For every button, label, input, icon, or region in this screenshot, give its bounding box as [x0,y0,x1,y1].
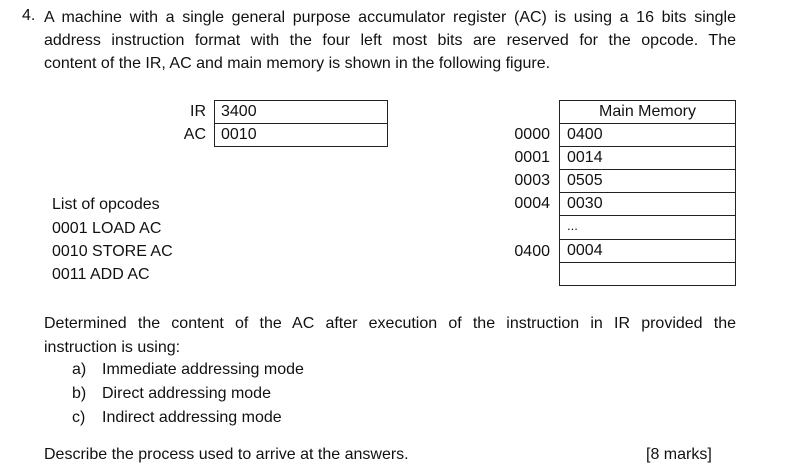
memory-address: 0003 [514,172,550,189]
memory-title: Main Memory [559,100,736,124]
memory-value: 0505 [567,172,603,189]
task-line: Determined the content of the AC after execution of the instruction in IR provided the [44,315,736,332]
ir-label: IR [190,103,206,120]
memory-cell [559,192,736,216]
marks-label: [8 marks] [646,446,712,463]
option-label: b) [72,385,87,402]
option-text: Immediate addressing mode [102,361,304,378]
memory-cell-ellipsis [559,215,736,240]
option-text: Indirect addressing mode [102,409,282,426]
memory-value: 0014 [567,149,603,166]
memory-cell [559,146,736,170]
option-a [72,360,304,380]
intro-line: A machine with a single general purpose accumulator register (AC) is using a 16 bits single [44,9,736,26]
ac-value: 0010 [221,126,257,143]
opcodes-title: List of opcodes [52,196,160,213]
memory-value: ... [567,218,578,233]
intro-line: content of the IR, AC and main memory is shown in the following figure. [44,55,551,72]
memory-address: 0004 [514,195,550,212]
opcode-item: 0001 LOAD AC [52,220,162,237]
memory-value: 0030 [567,195,603,212]
memory-address: 0001 [514,149,550,166]
option-c [72,408,282,428]
memory-cell [559,169,736,193]
option-text: Direct addressing mode [102,385,271,402]
task-line: instruction is using: [44,339,181,356]
memory-cell [559,239,736,263]
task-text [44,312,736,360]
ac-register-box [214,123,388,147]
memory-value: 0004 [567,242,603,259]
memory-address: 0400 [514,243,550,260]
question-number: 4. [22,7,36,24]
option-label: c) [72,409,86,426]
ac-label: AC [183,126,206,143]
memory-cell [559,123,736,147]
ir-register-box [214,100,388,124]
opcode-item: 0010 STORE AC [52,243,173,260]
intro-line: address instruction format with the four left most bits are reserved for the opcode. The [44,32,736,49]
opcode-item: 0011 ADD AC [52,266,150,283]
ir-value: 3400 [221,103,257,120]
question-intro [44,6,736,75]
option-b [72,384,271,404]
option-label: a) [72,361,87,378]
memory-address: 0000 [514,126,550,143]
memory-cell-empty [559,262,736,286]
closing-instruction: Describe the process used to arrive at the answers. [44,446,409,463]
memory-value: 0400 [567,126,603,143]
